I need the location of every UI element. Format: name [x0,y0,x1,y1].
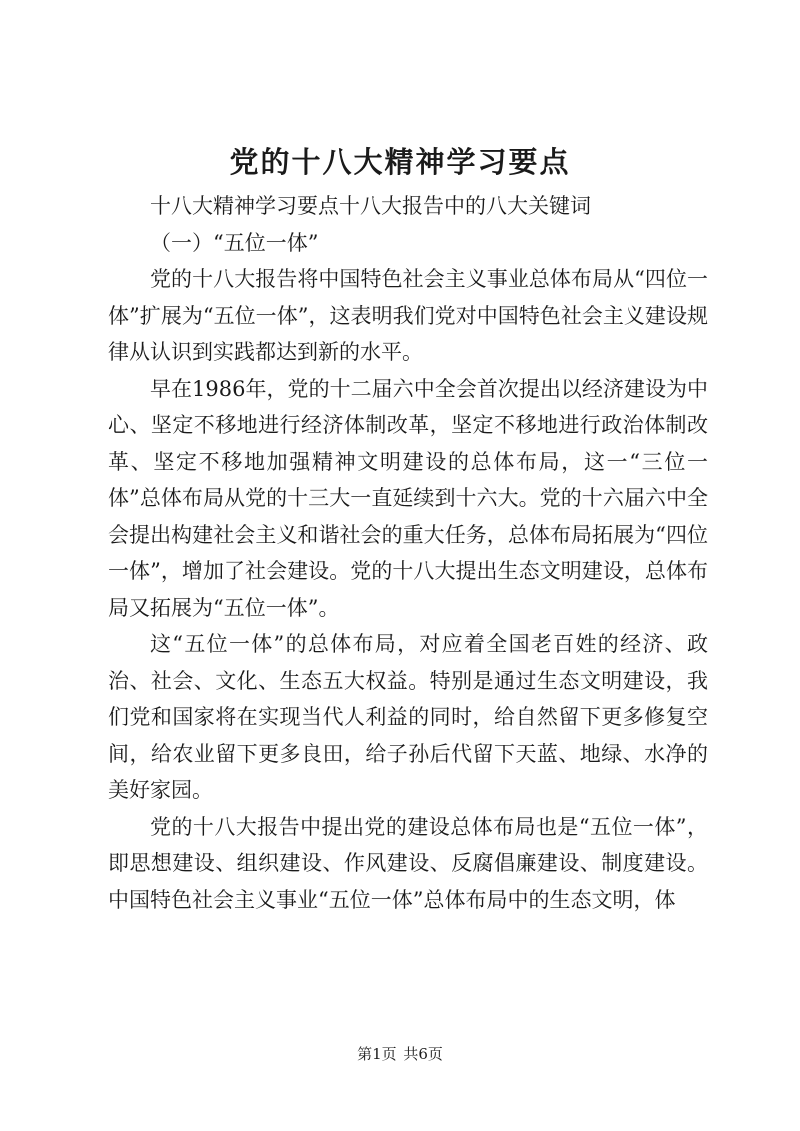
body-paragraph: 这“五位一体”的总体布局，对应着全国老百姓的经济、政治、社会、文化、生态五大权益。特别是通过生态文明建设，我们党和国家将在实现当代人利益的同时，给自然留下更多修复空间，给农业留下更多良田，给子孙后代留下天蓝、地绿、水净的美好家园。 [108,632,708,802]
page-total: 共6页 [403,1045,443,1063]
document-title: 党的十八大精神学习要点 [229,145,571,179]
body-paragraph: 党的十八大报告将中国特色社会主义事业总体布局从“四位一体”扩展为“五位一体”，这表明我们党对中国特色社会主义建设规律从认识到实践都达到新的水平。 [108,267,708,364]
section-heading: （一）“五位一体” [150,230,319,255]
document-body [108,188,708,918]
page-footer [0,1044,800,1064]
page-number: 第1页 [357,1045,397,1063]
body-paragraph: 早在1986年，党的十二届六中全会首次提出以经济建设为中心、坚定不移地进行经济体制改革，坚定不移地进行政治体制改革、坚定不移地加强精神文明建设的总体布局，这一“三位一体”总体布局从党的十三大一直延续到十六大。党的十六届六中全会提出构建社会主义和谐社会的重大任务，总体布局拓展为“四位一体”，增加了社会建设。党的十八大提出生态文明建设，总体布局又拓展为“五位一体”。 [108,376,708,620]
body-paragraph: 党的十八大报告中提出党的建设总体布局也是“五位一体”，即思想建设、组织建设、作风建设、反腐倡廉建设、制度建设。中国特色社会主义事业“五位一体”总体布局中的生态文明，体 [108,814,708,912]
subtitle-paragraph: 十八大精神学习要点十八大报告中的八大关键词 [150,194,591,218]
